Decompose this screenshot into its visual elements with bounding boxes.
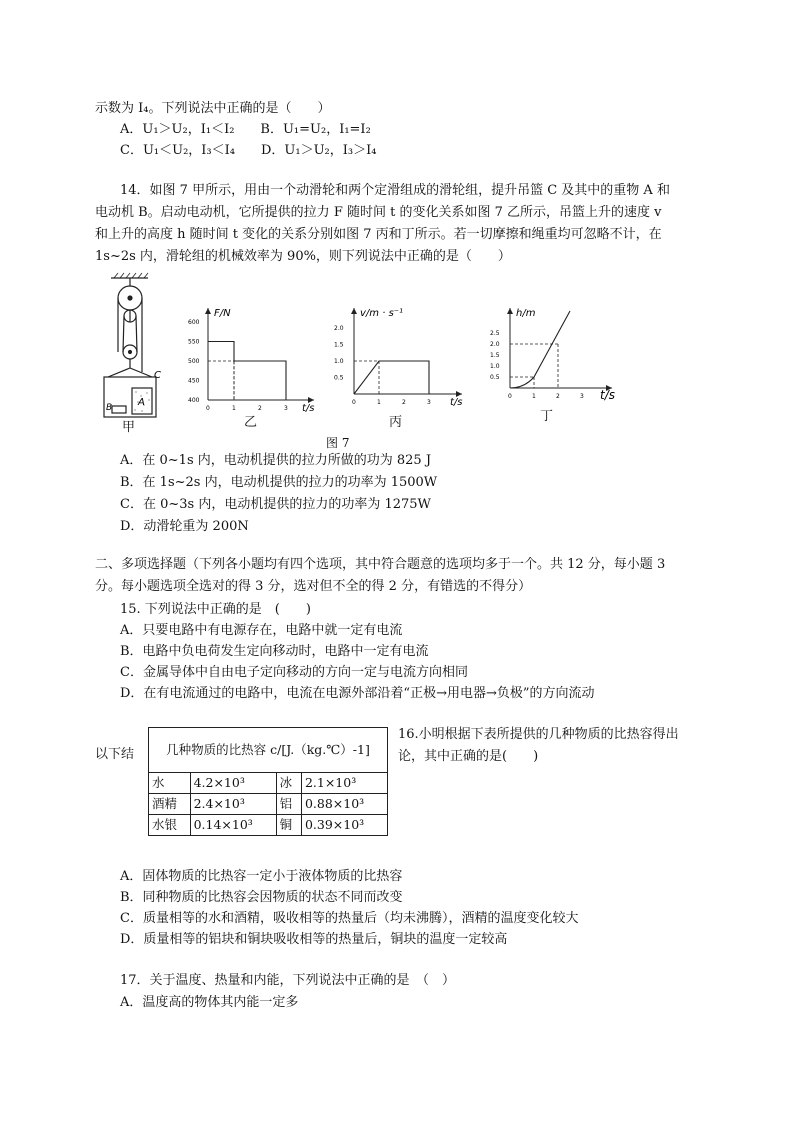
motor-b: [112, 406, 126, 413]
q14-stem-line-4: 1s~2s 内，滑轮组的机械效率为 90%，则下列说法中正确的是（ ）: [95, 249, 511, 264]
x-tick-label: 2: [556, 393, 560, 400]
table-cell: 0.14×10³: [190, 815, 276, 836]
q14-option-b: B．在 1s~2s 内，电动机提供的拉力的功率为 1500W: [120, 475, 438, 490]
x-axis-label: t/s: [302, 403, 315, 414]
label-b: B: [106, 403, 113, 413]
q14-stem-line-3: 和上升的高度 h 随时间 t 变化的关系分别如图 7 丙和丁所示。若一切摩擦和绳重均可忽略不计，在: [95, 227, 662, 242]
table-cell: 4.2×10³: [190, 773, 276, 794]
x-tick-label: 1: [232, 405, 236, 412]
x-axis-label: t/s: [450, 397, 463, 408]
y-tick-label: 400: [188, 397, 200, 404]
x-tick-label: 2: [258, 405, 262, 412]
x-tick-label: 2: [402, 399, 406, 406]
q16-option-a: A．固体物质的比热容一定小于液体物质的比热容: [120, 869, 403, 884]
x-tick-label: 0: [206, 405, 210, 412]
chart-ding-height-time: [490, 302, 620, 414]
table-row: [149, 773, 388, 794]
q13-option-ab: A．U₁＞U₂，I₁＜I₂ B．U₁=U₂，I₁=I₂: [120, 122, 371, 137]
table-cell: 水: [149, 773, 191, 794]
table-cell: 水银: [149, 815, 191, 836]
series-line: [354, 361, 429, 394]
table-cell: 冰: [276, 773, 301, 794]
series-line: [510, 311, 570, 388]
y-tick-label: 1.0: [334, 358, 344, 365]
q15-option-d: D．在有电流通过的电路中，电流在电源外部沿着“正极→用电器→负极”的方向流动: [120, 686, 595, 701]
y-axis-arrow: [351, 308, 357, 314]
q16-stem-line-2: 论，其中正确的是( ): [398, 749, 539, 764]
y-axis-label: h/m: [516, 308, 536, 319]
q16-option-b: B．同种物质的比热容会因物质的状态不同而改变: [120, 890, 403, 905]
y-tick-label: 450: [188, 377, 200, 385]
y-tick-label: 2.5: [490, 330, 500, 337]
table-cell: 2.4×10³: [190, 794, 276, 815]
q14-option-c: C．在 0~3s 内，电动机提供的拉力的功率为 1275W: [120, 497, 431, 512]
q16-option-d: D．质量相等的铝块和铜块吸收相等的热量后，铜块的温度一定较高: [120, 932, 508, 947]
table-cell: 0.39×10³: [301, 815, 387, 836]
y-tick-label: 1.0: [490, 363, 500, 370]
x-tick-label: 3: [284, 405, 288, 412]
q17-stem: 17．关于温度、热量和内能，下列说法中正确的是 （ ）: [120, 973, 456, 988]
y-tick-label: 1.5: [490, 352, 500, 359]
panel-label-ding: 丁: [540, 409, 554, 424]
q17-option-a: A．温度高的物体其内能一定多: [120, 995, 299, 1010]
y-axis-label: F/N: [214, 308, 231, 319]
y-axis-label: v/m · s⁻¹: [360, 308, 404, 319]
x-tick-label: 1: [377, 399, 381, 406]
q16-stem-line-1: 16.小明根据下表所提供的几种物质的比热容得出: [398, 727, 679, 742]
table-header: 几种物质的比热容 c/[J.（kg.℃）-1]: [149, 728, 388, 773]
y-tick-label: 2.0: [490, 341, 500, 348]
table-row: [149, 815, 388, 836]
q15-option-a: A．只要电路中有电源存在，电路中就一定有电流: [120, 623, 403, 638]
x-tick-label: 1: [532, 393, 536, 400]
q14-option-a: A．在 0~1s 内，电动机提供的拉力所做的功为 825 J: [120, 453, 432, 468]
y-tick-label: 2.0: [334, 325, 344, 332]
section2-heading-line-1: 二、多项选择题（下列各小题均有四个选项，其中符合题意的选项均多于一个。共 12 分，每小题 3: [95, 557, 666, 572]
panel-label-jia: 甲: [122, 420, 136, 435]
q16-option-c: C．质量相等的水和酒精，吸收相等的热量后（均未沸腾），酒精的温度变化较大: [120, 911, 579, 926]
label-a: A: [138, 397, 145, 408]
y-tick-label: 500: [188, 358, 200, 365]
label-c: C: [154, 370, 161, 381]
q15-option-b: B．电路中负电荷发生定向移动时，电路中一定有电流: [120, 644, 429, 659]
table-row: [149, 794, 388, 815]
y-axis-arrow: [507, 308, 513, 314]
q14-stem-line-2: 电动机 B。启动电动机，它所提供的拉力 F 随时间 t 的变化关系如图 7 乙所示，吊篮上升的速度 v: [95, 205, 662, 220]
table-cell: 铝: [276, 794, 301, 815]
table-cell: 酒精: [149, 794, 191, 815]
x-tick-label: 3: [580, 393, 584, 400]
table-cell: 0.88×10³: [301, 794, 387, 815]
chart-yi-force-time: [184, 302, 319, 414]
y-tick-label: 0.5: [490, 374, 500, 381]
x-tick-label: 3: [427, 399, 431, 406]
table-cell: 铜: [276, 815, 301, 836]
q16-left-text: 以下结: [95, 747, 135, 762]
panel-label-yi: 乙: [244, 415, 258, 430]
panel-label-bing: 丙: [389, 415, 403, 430]
section2-heading-line-2: 分。每小题选项全选对的得 3 分，选对但不全的得 2 分，有错选的不得分）: [95, 579, 532, 594]
figure-7-jia-pulley-diagram: [96, 272, 168, 422]
q14-stem-line-1: 14．如图 7 甲所示，用由一个动滑轮和两个定滑组成的滑轮组，提升吊篮 C 及其中的重物 A 和: [120, 183, 670, 198]
series-line: [208, 342, 286, 401]
figure-caption: 图 7: [326, 436, 350, 450]
y-tick-label: 0.5: [334, 374, 344, 382]
q13-continuation: 示数为 I₄。下列说法中正确的是（ ）: [95, 101, 331, 116]
q15-option-c: C．金属导体中自由电子定向移动的方向一定与电流方向相同: [120, 665, 468, 680]
y-tick-label: 550: [188, 338, 200, 346]
ceiling-hatch: [114, 273, 148, 278]
chart-bing-velocity-time: [336, 302, 466, 414]
x-tick-label: 0: [508, 393, 512, 400]
y-tick-label: 600: [188, 319, 200, 326]
q15-stem: 15. 下列说法中正确的是 ( ): [120, 602, 311, 617]
x-tick-label: 0: [352, 399, 356, 406]
specific-heat-table: [148, 727, 388, 836]
y-tick-label: 1.5: [334, 341, 344, 349]
table-cell: 2.1×10³: [301, 773, 387, 794]
q14-option-d: D．动滑轮重为 200N: [120, 519, 249, 534]
y-axis-arrow: [205, 308, 211, 314]
x-axis-label: t/s: [600, 388, 615, 402]
q13-option-cd: C．U₁＜U₂，I₃＜I₄ D．U₁＞U₂，I₃＞I₄: [120, 143, 377, 158]
